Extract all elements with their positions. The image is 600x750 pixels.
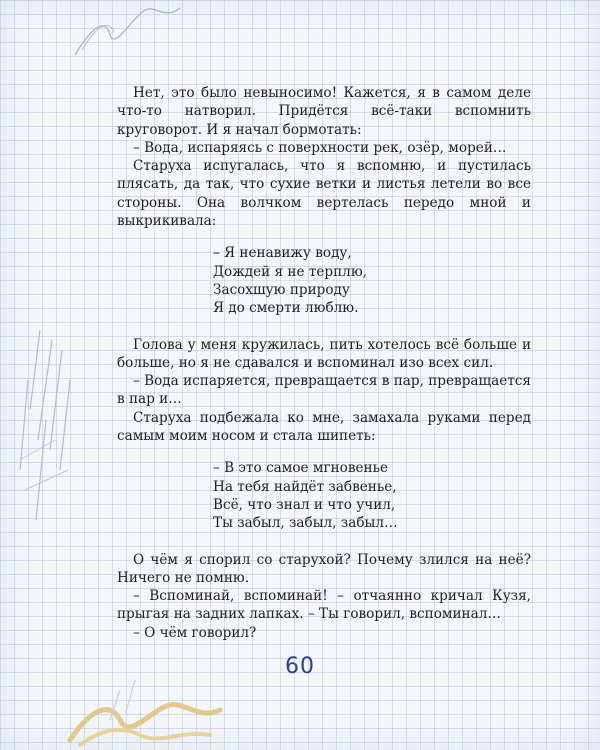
poem-line: Засохшую природу bbox=[213, 281, 350, 298]
poem-stanza-2 bbox=[213, 459, 531, 532]
dialog-line: – Вода испаряется, превращается в пар, превращается в пар и… bbox=[117, 373, 531, 408]
dialog-line: – О чём говорил? bbox=[133, 624, 257, 641]
poem-line: Я до смерти люблю. bbox=[213, 300, 359, 317]
dialog-line: – Вода, испаряясь с поверхности рек, озёр, морей… bbox=[133, 139, 507, 156]
paragraph: Старуха подбежала ко мне, замахала руками перед самым моим носом и стала шипеть: bbox=[117, 409, 531, 445]
pencil-scribble-left-margin bbox=[0, 320, 90, 530]
poem-line: Всё, что знал и что учил, bbox=[213, 496, 396, 513]
story-text bbox=[117, 84, 531, 642]
dialog-line: – Вспоминай, вспоминай! – отчаянно кричал Кузя, прыгая на задних лапках. – Ты говорил, вспоминал… bbox=[117, 588, 531, 623]
page-number: 60 bbox=[285, 654, 315, 679]
poem-line: На тебя найдёт забвенье, bbox=[213, 478, 397, 495]
poem-line: – В это самое мгновенье bbox=[213, 460, 389, 477]
poem-line: Ты забыл, забыл, забыл… bbox=[213, 515, 398, 532]
paragraph: Голова у меня кружилась, пить хотелось всё больше и больше, но я не сдавался и вспоминал изо всех сил. bbox=[117, 336, 531, 371]
poem-line: – Я ненавижу воду, bbox=[213, 245, 352, 262]
poem-stanza-1 bbox=[213, 244, 531, 317]
paragraph: Нет, это было невыносимо! Кажется, я в самом деле что-то натворил. Придётся всё-таки вспомнить круговорот. И я начал бормотать: bbox=[117, 85, 531, 138]
pencil-scribble-top-left bbox=[70, 0, 200, 60]
poem-line: Дождей я не терплю, bbox=[213, 263, 367, 280]
paragraph: Старуха испугалась, что я вспомню, и пустилась плясать, да так, что сухие ветки и листья летели во все стороны. Она волчком вертелась передо мной и выкрикивала: bbox=[117, 158, 531, 230]
paragraph: О чём я спорил со старухой? Почему злился на неё? Ничего не помню. bbox=[117, 551, 531, 586]
